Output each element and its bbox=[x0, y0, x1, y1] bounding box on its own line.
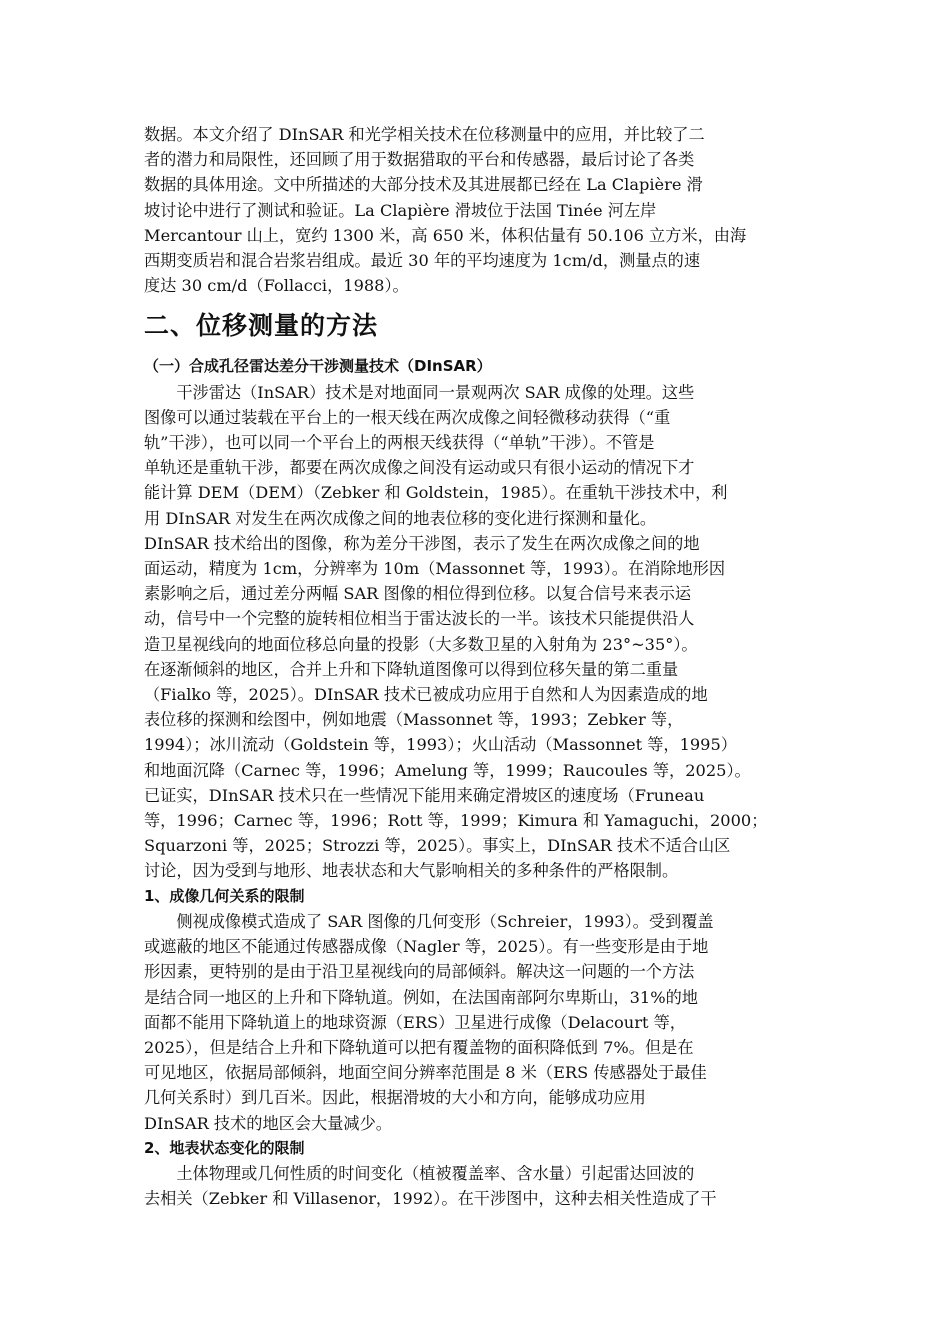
text-line: （Fialko 等，2025）。DInSAR 技术已被成功应用于自然和人为因素造成的地 bbox=[144, 685, 708, 705]
text-line: 干涉雷达（InSAR）技术是对地面同一景观两次 SAR 成像的处理。这些 bbox=[144, 382, 695, 402]
text-line: 去相关（Zebker 和 Villasenor，1992）。在干涉图中，这种去相关性造成了干 bbox=[144, 1189, 717, 1209]
subsection-heading: （一）合成孔径雷达差分干涉测量技术（DInSAR） bbox=[144, 357, 492, 376]
text-line: 侧视成像模式造成了 SAR 图像的几何变形（Schreier，1993）。受到覆盖 bbox=[144, 911, 714, 931]
text-line: 表位移的探测和绘图中，例如地震（Massonnet 等，1993；Zebker 等， bbox=[144, 710, 684, 730]
text-line: 或遮蔽的地区不能通过传感器成像（Nagler 等，2025）。有一些变形是由于地 bbox=[144, 937, 709, 957]
heading-geometry-limits: 1、成像几何关系的限制 bbox=[144, 886, 305, 905]
text-line: 在逐渐倾斜的地区，合并上升和下降轨道图像可以得到位移矢量的第二重量 bbox=[144, 659, 679, 679]
text-line: 素影响之后，通过差分两幅 SAR 图像的相位得到位移。以复合信号来表示运 bbox=[144, 584, 692, 604]
section-heading: 二、位移测量的方法 bbox=[144, 311, 379, 341]
text-line: 和地面沉降（Carnec 等，1996；Amelung 等，1999；Raucoules 等，2025）。 bbox=[144, 760, 751, 780]
text-line: 单轨还是重轨干涉，都要在两次成像之间没有运动或只有很小运动的情况下才 bbox=[144, 458, 695, 478]
dinsar-paragraph bbox=[144, 380, 810, 884]
text-line: 讨论，因为受到与地形、地表状态和大气影响相关的多种条件的严格限制。 bbox=[144, 861, 679, 881]
text-line: 数据。本文介绍了 DInSAR 和光学相关技术在位移测量中的应用，并比较了二 bbox=[144, 125, 705, 144]
text-line: 者的潜力和局限性，还回顾了用于数据猎取的平台和传感器，最后讨论了各类 bbox=[144, 150, 695, 170]
text-line: 已证实，DInSAR 技术只在一些情况下能用来确定滑坡区的速度场（Fruneau bbox=[144, 785, 705, 805]
geometry-paragraph bbox=[144, 909, 810, 1136]
text-line: 面运动，精度为 1cm，分辨率为 10m（Massonnet 等，1993）。在消除地形因 bbox=[144, 559, 726, 579]
text-line: Mercantour 山上，宽约 1300 米，高 650 米，体积估量有 50.106 立方米，由海 bbox=[144, 225, 747, 245]
text-line: 坡讨论中进行了测试和验证。La Clapière 滑坡位于法国 Tinée 河左岸 bbox=[144, 200, 657, 220]
text-line: 等，1996；Carnec 等，1996；Rott 等，1999；Kimura 和 Yamaguchi，2000； bbox=[144, 811, 768, 831]
text-line: 动，信号中一个完整的旋转相位相当于雷达波长的一半。该技术只能提供沿人 bbox=[144, 609, 695, 629]
text-line: 造卫星视线向的地面位移总向量的投影（大多数卫星的入射角为 23°~35°）。 bbox=[144, 634, 698, 654]
text-line: DInSAR 技术给出的图像，称为差分干涉图，表示了发生在两次成像之间的地 bbox=[144, 533, 700, 553]
surface-paragraph bbox=[144, 1161, 810, 1211]
text-line: 度达 30 cm/d（Follacci，1988）。 bbox=[144, 276, 409, 296]
text-line: DInSAR 技术的地区会大量减少。 bbox=[144, 1113, 392, 1133]
text-line: Squarzoni 等，2025；Strozzi 等，2025）。事实上，DInSAR 技术不适合山区 bbox=[144, 836, 731, 856]
text-line: 1994）；冰川流动（Goldstein 等，1993）；火山活动（Massonnet 等，1995） bbox=[144, 735, 737, 755]
text-line: 形因素，更特别的是由于沿卫星视线向的局部倾斜。解决这一问题的一个方法 bbox=[144, 962, 695, 982]
text-line: 可见地区，依据局部倾斜，地面空间分辨率范围是 8 米（ERS 传感器处于最佳 bbox=[144, 1063, 707, 1083]
heading-surface-limits: 2、地表状态变化的限制 bbox=[144, 1138, 305, 1157]
text-line: 图像可以通过装载在平台上的一根天线在两次成像之间轻微移动获得（“重 bbox=[144, 407, 671, 427]
intro-paragraph bbox=[144, 122, 810, 298]
text-line: 2025），但是结合上升和下降轨道可以把有覆盖物的面积降低到 7%。但是在 bbox=[144, 1037, 694, 1057]
text-line: 用 DInSAR 对发生在两次成像之间的地表位移的变化进行探测和量化。 bbox=[144, 508, 657, 528]
text-line: 土体物理或几何性质的时间变化（植被覆盖率、含水量）引起雷达回波的 bbox=[144, 1163, 695, 1183]
text-line: 轨”干涉），也可以同一个平台上的两根天线获得（“单轨”干涉）。不管是 bbox=[144, 433, 655, 453]
text-line: 西期变质岩和混合岩浆岩组成。最近 30 年的平均速度为 1cm/d，测量点的速 bbox=[144, 251, 701, 271]
text-line: 数据的具体用途。文中所描述的大部分技术及其进展都已经在 La Clapière 滑 bbox=[144, 175, 703, 195]
text-line: 面都不能用下降轨道上的地球资源（ERS）卫星进行成像（Delacourt 等， bbox=[144, 1012, 686, 1032]
text-line: 几何关系时）到几百米。因此，根据滑坡的大小和方向，能够成功应用 bbox=[144, 1088, 646, 1108]
document-page bbox=[144, 122, 810, 1211]
text-line: 是结合同一地区的上升和下降轨道。例如，在法国南部阿尔卑斯山，31%的地 bbox=[144, 987, 698, 1007]
text-line: 能计算 DEM（DEM）（Zebker 和 Goldstein，1985）。在重轨干涉技术中，利 bbox=[144, 483, 728, 503]
